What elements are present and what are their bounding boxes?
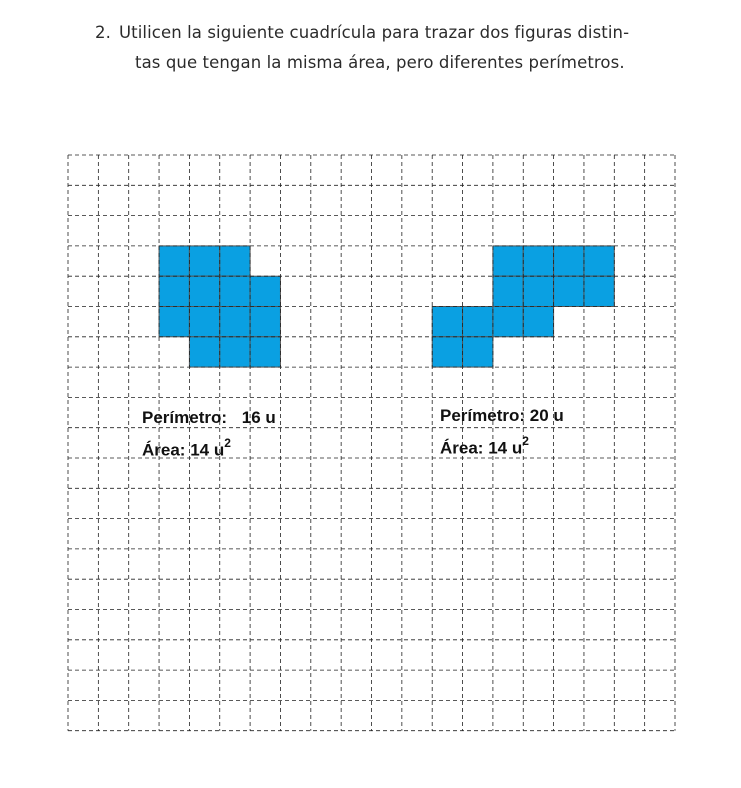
instruction-line-2: tas que tengan la misma área, pero diferentes perímetros.	[135, 53, 625, 72]
instruction-line-1: Utilicen la siguiente cuadrícula para trazar dos figuras distin-	[119, 23, 630, 42]
figure-1-cell	[159, 307, 189, 337]
figure-1-cell	[250, 276, 280, 306]
figure-1-cell	[189, 246, 219, 276]
figure-1-cell	[159, 276, 189, 306]
figure-1-area-exponent: 2	[224, 436, 231, 450]
figure-2-cell	[463, 307, 493, 337]
figure-2-perimeter	[440, 406, 564, 426]
figure-1-area	[142, 438, 231, 461]
figure-2-cell	[584, 246, 614, 276]
figure-1-cell	[189, 307, 219, 337]
figure-2-perimeter-label: Perímetro:	[440, 406, 526, 425]
figure-2-cell	[523, 307, 553, 337]
exercise-number: 2.	[95, 23, 111, 42]
figure-2-cell	[554, 246, 584, 276]
figure-1-area-value: 14 u	[190, 440, 225, 460]
figure-1-cell	[189, 276, 219, 306]
figure-1-cell	[159, 246, 189, 276]
figure-2-area-label: Área:	[440, 438, 484, 458]
figure-1-area-label: Área:	[142, 440, 186, 460]
figure-2-cell	[463, 337, 493, 367]
figure-1-perimeter-value: 16 u	[241, 408, 276, 427]
figure-2-area	[440, 436, 529, 459]
figure-1-cell	[250, 337, 280, 367]
figure-1-perimeter	[142, 408, 276, 428]
figure-1-cell	[189, 337, 219, 367]
figure-1-cell	[220, 307, 250, 337]
figure-1-cell	[250, 307, 280, 337]
figure-2-area-exponent: 2	[522, 434, 529, 448]
figure-2-cell	[523, 246, 553, 276]
figure-2-area-value: 14 u	[488, 438, 523, 458]
figure-1-perimeter-label: Perímetro:	[142, 408, 228, 427]
figure-2-cell	[493, 276, 523, 306]
figure-2-cell	[432, 337, 462, 367]
figure-2-cell	[432, 307, 462, 337]
figure-1-cell	[220, 246, 250, 276]
figure-2-perimeter-value: 20 u	[529, 406, 564, 425]
figure-2-cell	[493, 307, 523, 337]
figure-2-cell	[554, 276, 584, 306]
figure-1-cell	[220, 337, 250, 367]
figure-2-cell	[584, 276, 614, 306]
figure-1-cell	[220, 276, 250, 306]
figure-2-cell	[523, 276, 553, 306]
figure-2-cell	[493, 246, 523, 276]
